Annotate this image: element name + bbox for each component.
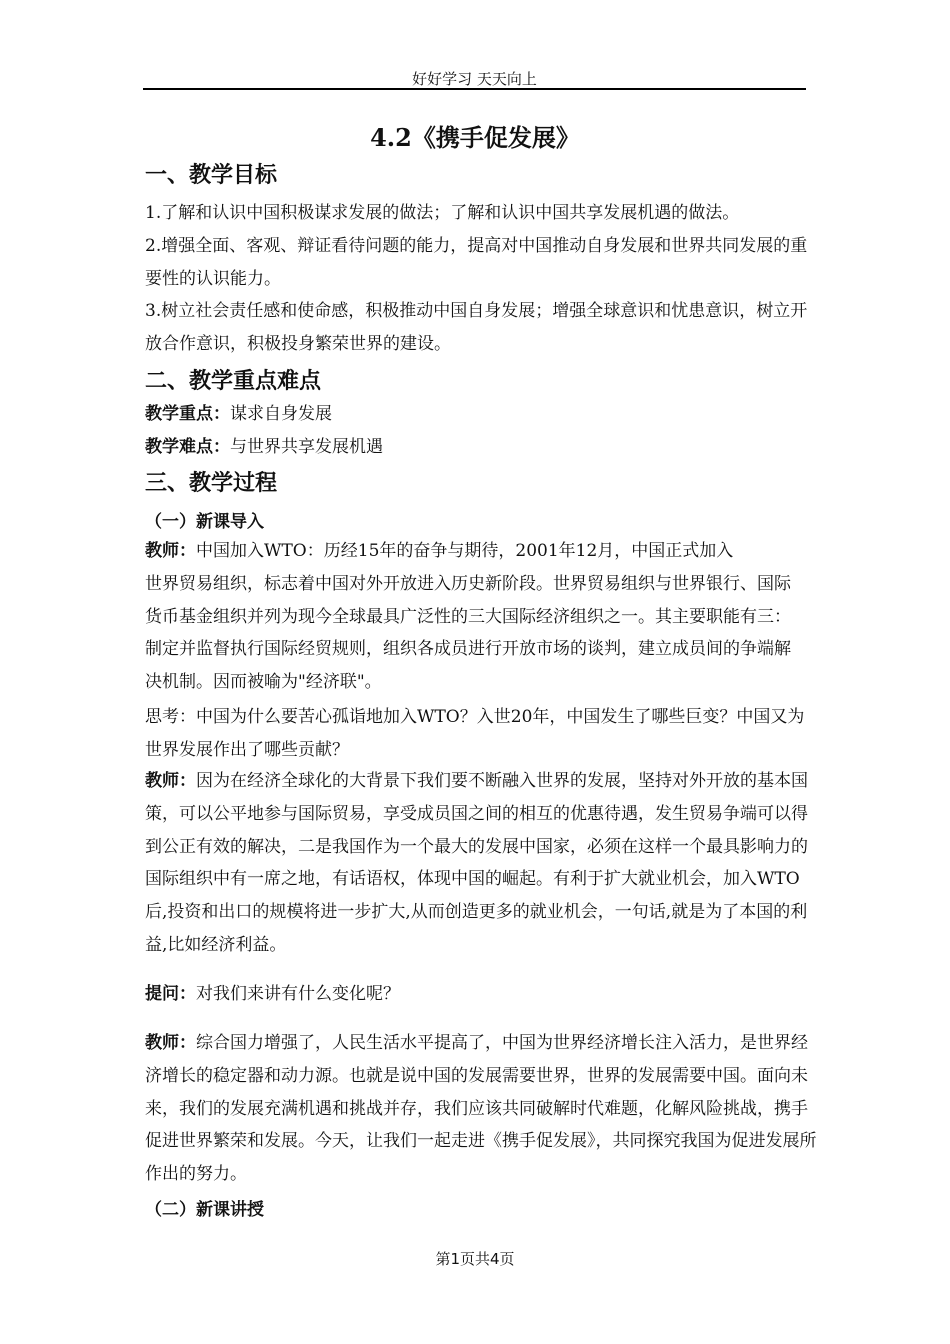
key-point-row <box>145 398 817 431</box>
teacher-paragraph-1-first-line <box>145 535 795 568</box>
section-heading-key-points: 二、教学重点难点 <box>145 368 322 394</box>
page-number: 第1页共4页 <box>435 1250 515 1268</box>
teacher-paragraph-1-line1: 中国加入WTO：历经15年的奋争与期待，2001年12月，中国正式加入 <box>196 541 734 561</box>
teacher-paragraph-3 <box>145 1027 817 1191</box>
difficulty-text: 与世界共享发展机遇 <box>230 437 383 457</box>
teacher-paragraph-3-text: 综合国力增强了，人民生活水平提高了，中国为世界经济增长注入活力，是世界经济增长的稳定器和动力源。也就是说中国的发展需要世界，世界的发展需要中国。面向未来，我们的发展充满机遇和挑战并存，我们应该共同破解时代难题，化解风险挑战，携手促进世界繁荣和发展。今天，让我们一起走进《携手促发展》，共同探究我国为促进发展所作出的努力。 <box>145 1033 817 1185</box>
section-heading-objectives: 一、教学目标 <box>145 162 278 188</box>
think-question: 思考：中国为什么要苦心孤诣地加入WTO？入世20年，中国发生了哪些巨变？中国又为世界发展作出了哪些贡献？ <box>145 707 805 760</box>
page-header: 好好学习 天天向上 <box>412 70 537 88</box>
key-point-text: 谋求自身发展 <box>230 404 332 424</box>
objective-1: 1.了解和认识中国积极谋求发展的做法；了解和认识中国共享发展机遇的做法。 <box>145 203 740 223</box>
teacher-label: 教师： <box>145 541 196 561</box>
teacher-paragraph-2-text: 因为在经济全球化的大背景下我们要不断融入世界的发展，坚持对外开放的基本国策，可以公平地参与国际贸易，享受成员国之间的相互的优惠待遇，发生贸易争端可以得到公正有效的解决，二是我国作为一个最大的发展中国家，必须在这样一个最具影响力的国际组织中有一席之地，有话语权，体现中国的崛起。有利于扩大就业机会，加入WTO后,投资和出口的规模将进一步扩大,从而创造更多的就业机会，一句话,就是为了本国的利益,比如经济利益。 <box>145 771 808 955</box>
difficulty-label: 教学难点： <box>145 437 230 457</box>
section-heading-process: 三、教学过程 <box>145 470 278 496</box>
document-title: 4.2《携手促发展》 <box>370 123 580 152</box>
difficulty-row <box>145 431 817 464</box>
key-point-label: 教学重点： <box>145 404 230 424</box>
objective-2: 2.增强全面、客观、辩证看待问题的能力，提高对中国推动自身发展和世界共同发展的重要性的认识能力。 <box>145 236 808 289</box>
subheading-new-lesson: （二）新课讲授 <box>145 1200 264 1220</box>
question-row <box>145 978 817 1011</box>
teacher-paragraph-1-body: 世界贸易组织，标志着中国对外开放进入历史新阶段。世界贸易组织与世界银行、国际货币基金组织并列为现今全球最具广泛性的三大国际经济组织之一。其主要职能有三：制定并监督执行国际经贸规则，组织各成员进行开放市场的谈判，建立成员间的争端解决机制。因而被喻为"经济联"。 <box>145 573 791 693</box>
objective-3: 3.树立社会责任感和使命感，积极推动中国自身发展；增强全球意识和忧患意识，树立开放合作意识，积极投身繁荣世界的建设。 <box>145 301 808 354</box>
teacher-label: 教师： <box>145 1033 196 1053</box>
question-label: 提问： <box>145 984 196 1004</box>
teacher-label: 教师： <box>145 771 196 791</box>
question-text: 对我们来讲有什么变化呢？ <box>196 984 400 1004</box>
teacher-paragraph-1 <box>145 535 795 699</box>
subheading-intro: （一）新课导入 <box>145 512 264 532</box>
header-divider <box>143 88 806 90</box>
teacher-paragraph-2 <box>145 765 817 962</box>
